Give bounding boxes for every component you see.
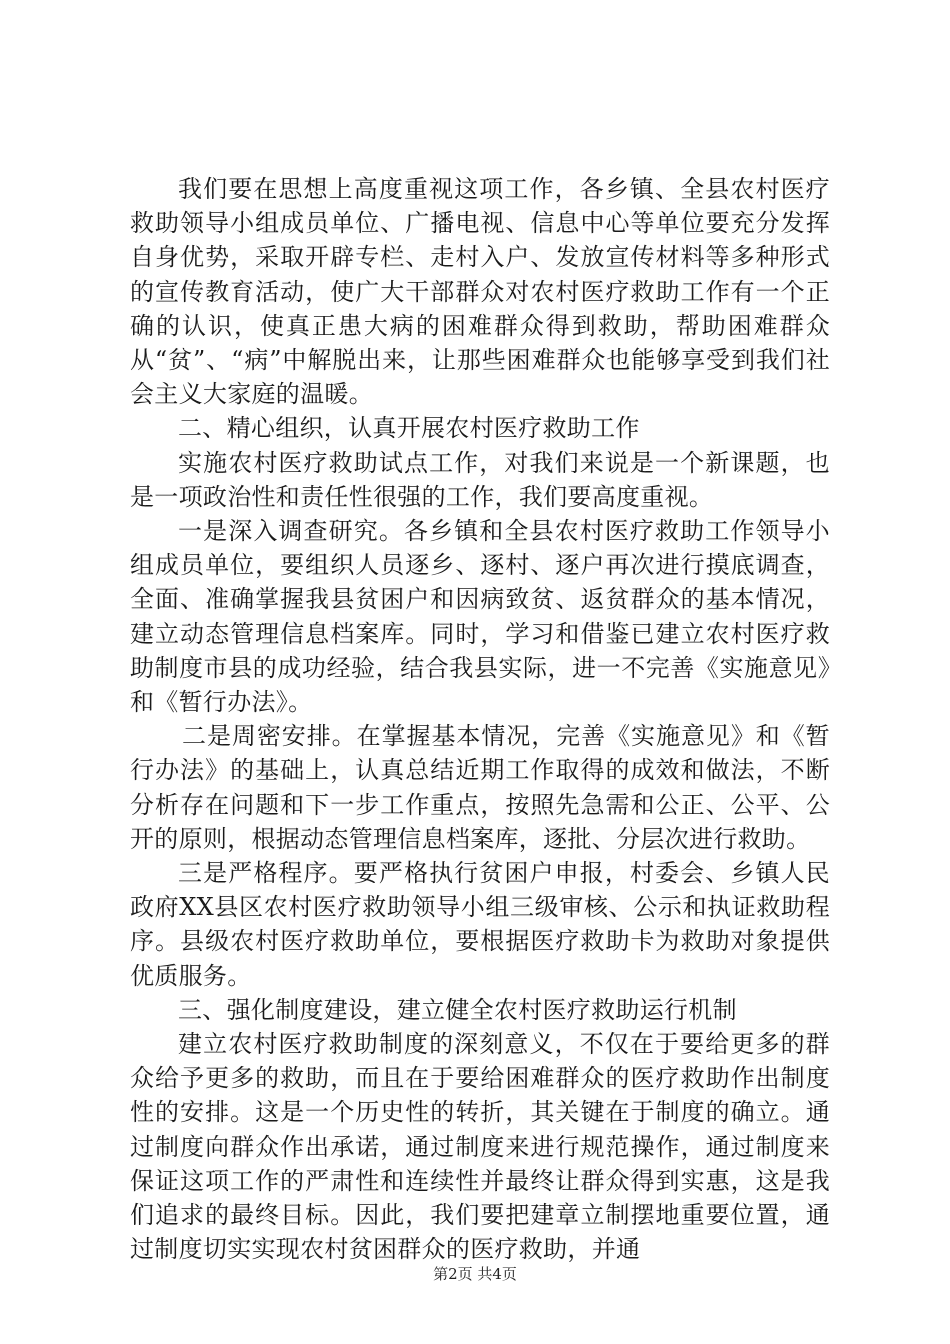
paragraph-investigation: 一是深入调查研究。各乡镇和全县农村医疗救助工作领导小组成员单位，要组织人员逐乡、逐村、逐户再次进行摸底调查，全面、准确掌握我县贫困户和因病致贫、返贫群众的基本情况，建立动态管理信息档案库。同时，学习和借鉴已建立农村医疗救助制度市县的成功经验，结合我县实际，进一不完善《实施意见》和《暂行办法》。 (130, 517, 830, 717)
page-number-footer: 第2页 共4页 (433, 1265, 517, 1283)
paragraph-publicity: 我们要在思想上高度重视这项工作，各乡镇、全县农村医疗救助领导小组成员单位、广播电视、信息中心等单位要充分发挥自身优势，采取开辟专栏、走村入户、发放宣传材料等多种形式的宣传教育活动，使广大干部群众对农村医疗救助工作有一个正确的认识，使真正患大病的困难群众得到救助，帮助困难群众从“贫”、“病”中解脱出来，让那些困难群众也能够享受到我们社会主义大家庭的温暖。 (130, 175, 830, 409)
document-body (130, 172, 830, 1267)
paragraph-system-building: 建立农村医疗救助制度的深刻意义，不仅在于要给更多的群众给予更多的救助，而且在于要给困难群众的医疗救助作出制度性的安排。这是一个历史性的转折，其关键在于制度的确立。通过制度向群众作出承诺，通过制度来进行规范操作，通过制度来保证这项工作的严肃性和连续性并最终让群众得到实惠，这是我们追求的最终目标。因此，我们要把建章立制摆地重要位置，通过制度切实实现农村贫困群众的医疗救助，并通 (130, 1030, 830, 1264)
section-heading-3: 三、强化制度建设，建立健全农村医疗救助运行机制 (178, 995, 737, 1024)
paragraph-arrangement: 二是周密安排。在掌握基本情况，完善《实施意见》和《暂行办法》的基础上，认真总结近期工作取得的成效和做法，不断分析存在问题和下一步工作重点，按照先急需和公正、公平、公开的原则，根据动态管理信息档案库，逐批、分层次进行救助。 (130, 722, 830, 853)
paragraph-procedure: 三是严格程序。要严格执行贫困户申报，村委会、乡镇人民政府XX县区农村医疗救助领导小组三级审核、公示和执证救助程序。县级农村医疗救助单位，要根据医疗救助卡为救助对象提供优质服务。 (130, 859, 830, 990)
section-heading-2: 二、精心组织，认真开展农村医疗救助工作 (178, 414, 640, 443)
paragraph-pilot-work: 实施农村医疗救助试点工作，对我们来说是一个新课题，也是一项政治性和责任性很强的工作，我们要高度重视。 (130, 448, 830, 511)
